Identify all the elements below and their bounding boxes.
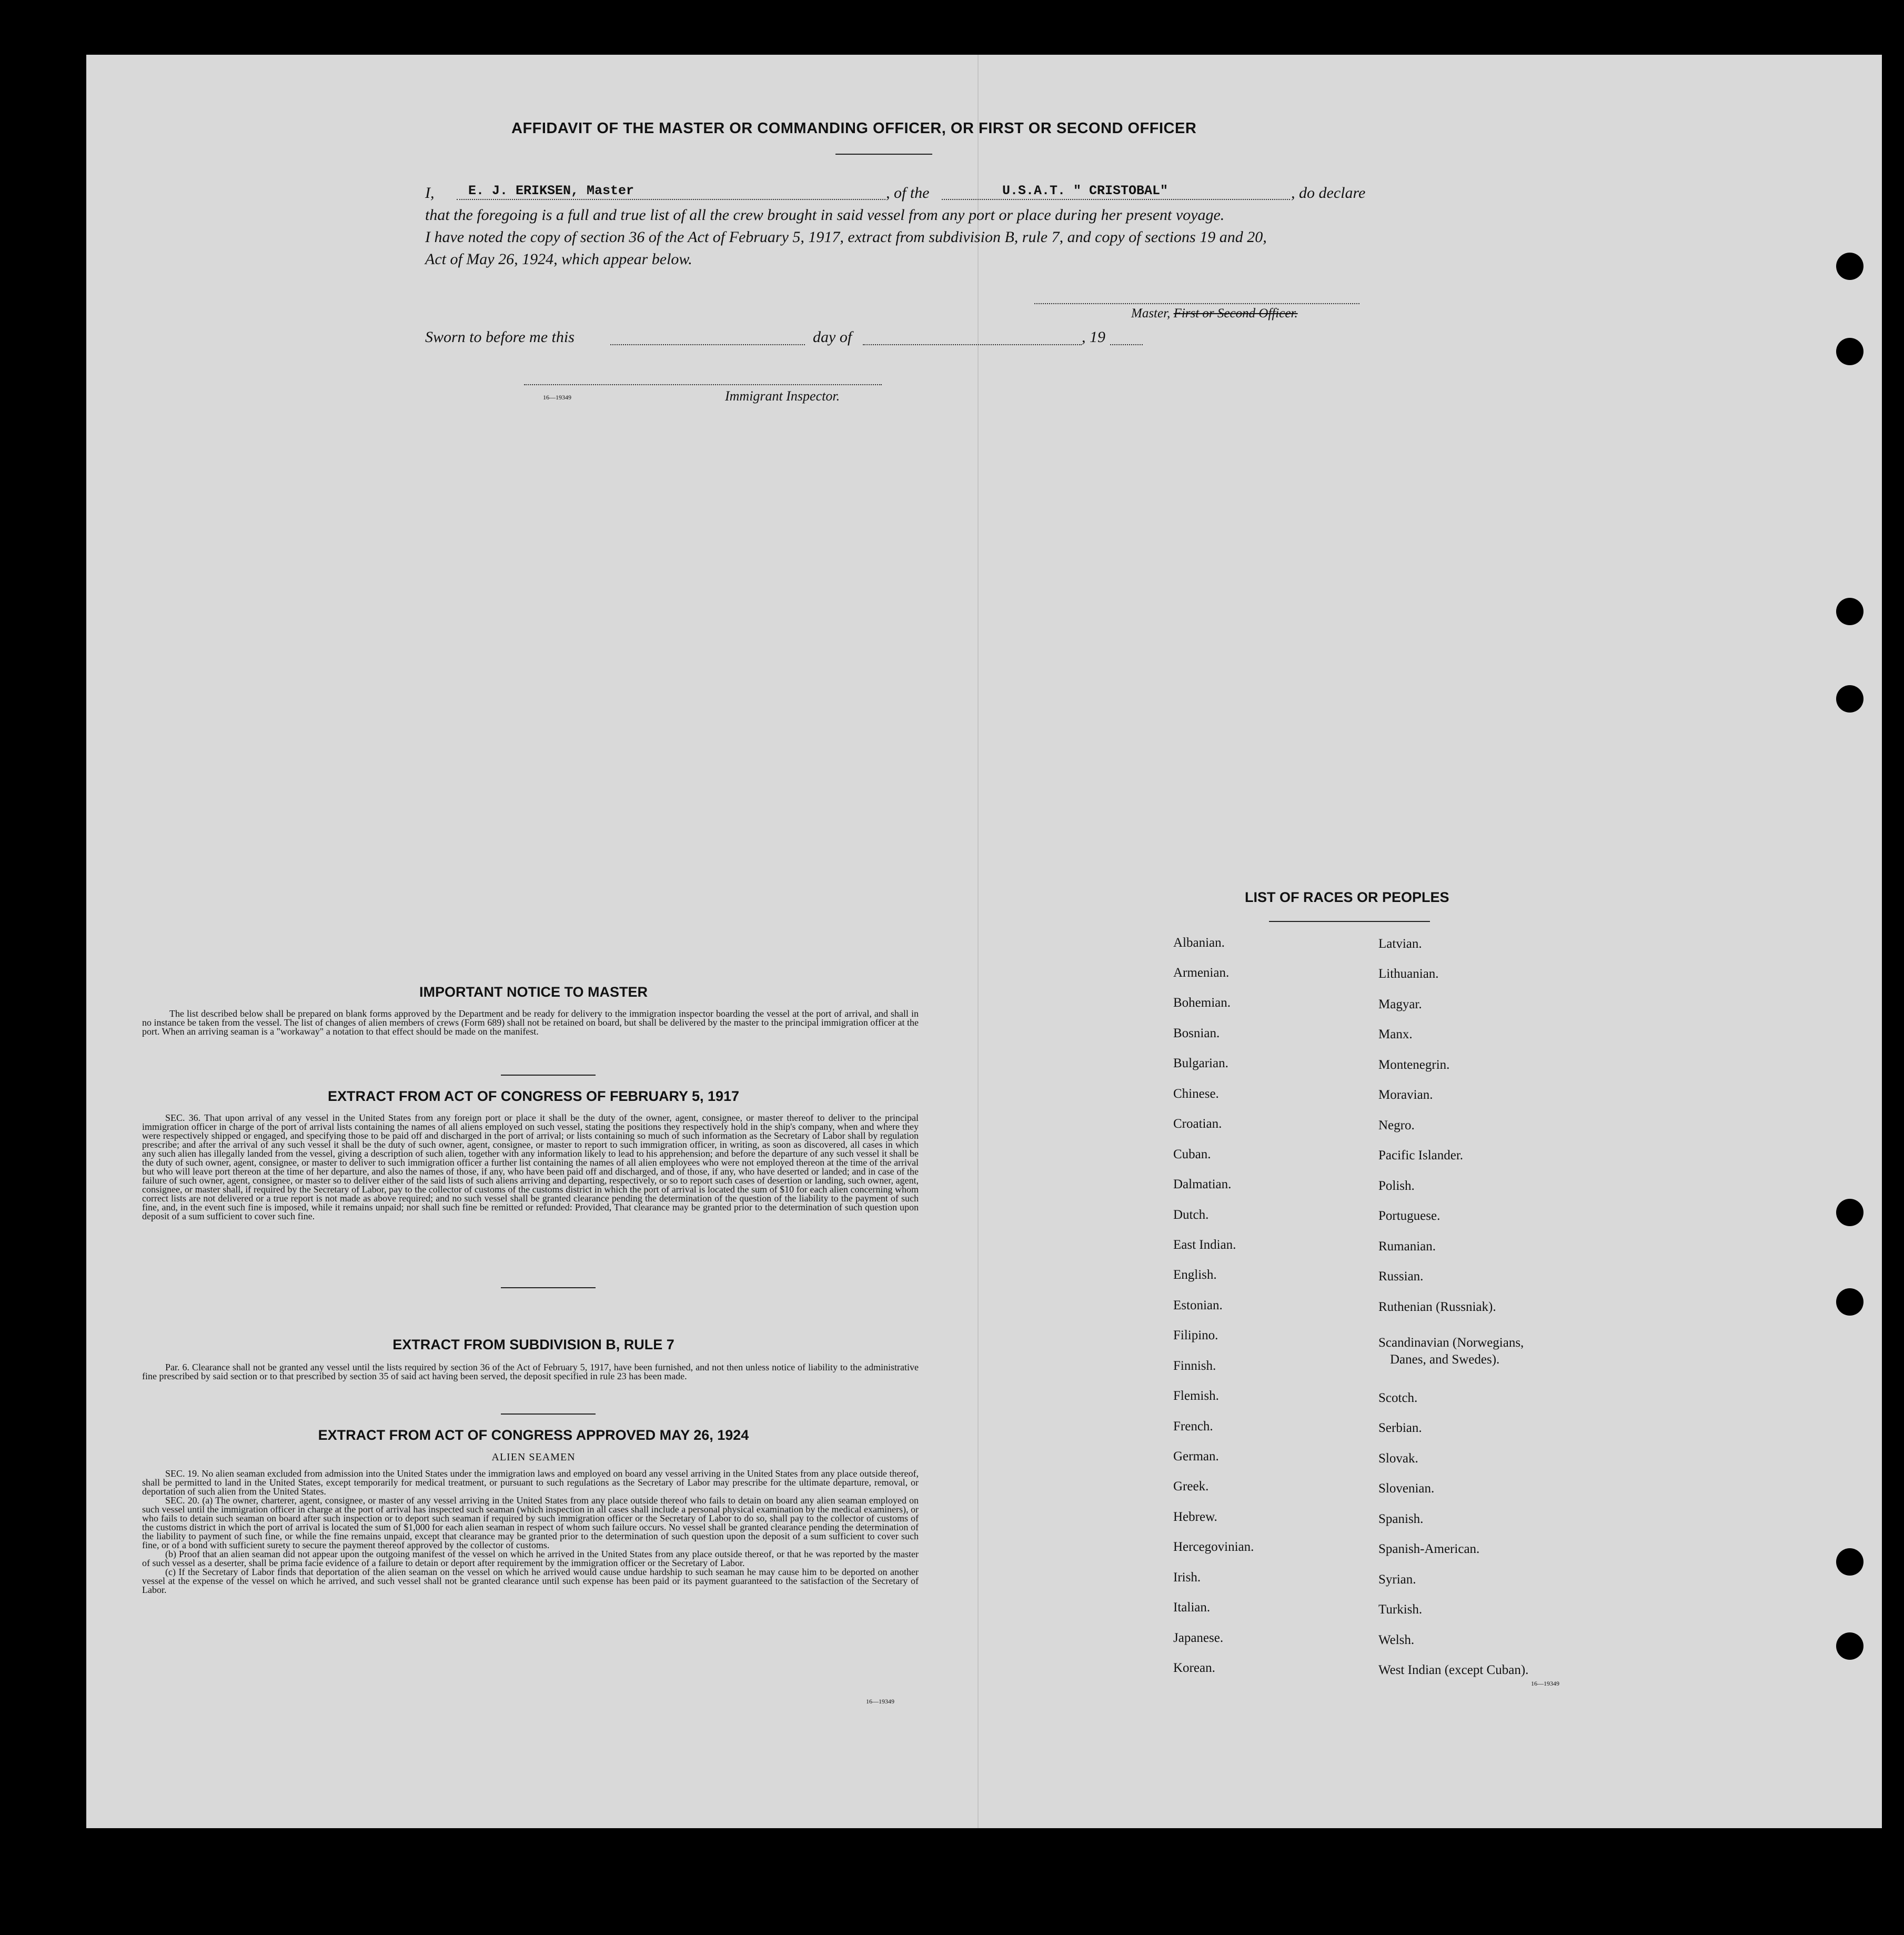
punch-hole [1836, 1548, 1863, 1576]
master-label: Master, [1131, 306, 1171, 320]
punch-hole [1836, 338, 1863, 365]
race-left: German. [1173, 1449, 1219, 1463]
race-right-continued: Danes, and Swedes). [1390, 1352, 1500, 1367]
race-left: East Indian. [1173, 1238, 1236, 1252]
extract-1924-body [142, 1469, 919, 1595]
race-right: Spanish-American. [1378, 1542, 1480, 1556]
race-left: Flemish. [1173, 1389, 1219, 1403]
sec-20b-text: (b) Proof that an alien seaman did not appear upon the outgoing manifest of the vessel on which he arrived in the United States from any place outside thereof, or that he was reported by the master of such vessel as a deserter, shall be prima facie evidence of a failure to detain or deport after requirement by the immigration officer or the Secretary of Labor. [142, 1549, 919, 1568]
race-left: Bohemian. [1173, 996, 1231, 1010]
form-number: 16—19349 [1531, 1680, 1559, 1687]
race-right: Turkish. [1378, 1602, 1423, 1617]
race-left: Irish. [1173, 1570, 1201, 1585]
sec-19-text: SEC. 19. No alien seaman excluded from admission into the United States under the immigration laws and employed on board any vessel arriving in the United States from any place outside thereof, shall be permitted to land in the United States, except temporarily for medical treatment, or pursuant to such regulations as the Secretary of Labor may prescribe for the ultimate departure, removal, or deportation of such alien from the United States. [142, 1468, 919, 1497]
sec-20a-text: SEC. 20. (a) The owner, charterer, agent, consignee, or master of any vessel arriving in the United States from any place outside thereof who fails to detain on board any alien seaman employed on such vessel until the immigration officer in charge at the port of arrival has inspected such seaman (which inspection in all cases shall include a personal physical examination by the medical examiners), or who fails to detain such seaman on board after such inspection or to deport such seaman if required by such immigration officer or the Secretary of Labor to do so, shall pay to the collector of customs of the customs district in which the port of arrival is located the sum of $1,000 for each alien seaman in respect of whom such failure occurs. No vessel shall be granted clearance pending the determination of the liability to payment of such fine, or while the fine remains unpaid, except that clearance may be granted prior to the determination of such question upon the deposit of a sum sufficient to cover such fine, or of a bond with sufficient surety to secure the payment thereof approved by the collector of customs. [142, 1495, 919, 1550]
notice-title: IMPORTANT NOTICE TO MASTER [419, 984, 648, 1000]
day-of-label: day of [813, 328, 852, 346]
race-right: Scotch. [1378, 1391, 1418, 1405]
race-left: Chinese. [1173, 1087, 1219, 1101]
race-right: Moravian. [1378, 1088, 1433, 1102]
race-left: French. [1173, 1419, 1213, 1433]
race-right: Scandinavian (Norwegians, [1378, 1336, 1524, 1350]
alien-seamen-subtitle: ALIEN SEAMEN [491, 1451, 576, 1463]
punch-hole [1836, 685, 1863, 713]
race-right: Slovak. [1378, 1451, 1418, 1466]
race-left: Korean. [1173, 1661, 1215, 1675]
race-right: Rumanian. [1378, 1239, 1436, 1254]
form-number: 16—19349 [866, 1698, 894, 1705]
punch-hole [1836, 1632, 1863, 1660]
punch-hole [1836, 598, 1863, 625]
race-right: Magyar. [1378, 997, 1422, 1011]
races-title: LIST OF RACES OR PEOPLES [1245, 889, 1449, 905]
race-right: Pacific Islander. [1378, 1148, 1464, 1162]
race-left: Croatian. [1173, 1117, 1222, 1131]
race-left: Japanese. [1173, 1631, 1224, 1645]
race-right: Welsh. [1378, 1633, 1415, 1647]
race-left: Armenian. [1173, 966, 1230, 980]
inspector-signature-field[interactable] [524, 384, 882, 385]
extract-rule7-text: Par. 6. Clearance shall not be granted any vessel until the lists required by section 36 of the Act of February 5, 1917, have been furnished, and not then unless notice of liability to the administrative fine prescribed by said section or to that prescribed by section 35 of said act having been served, the deposit specified in rule 23 has been made. [142, 1362, 919, 1381]
race-left: Hebrew. [1173, 1510, 1217, 1524]
affidavit-title: AFFIDAVIT OF THE MASTER OR COMMANDING OFFICER, OR FIRST OR SECOND OFFICER [511, 120, 1197, 137]
inspector-label: Immigrant Inspector. [725, 388, 840, 404]
of-the-label: , of the [886, 184, 930, 202]
race-left: Cuban. [1173, 1147, 1211, 1161]
race-right: West Indian (except Cuban). [1378, 1663, 1529, 1677]
race-left: Bulgarian. [1173, 1056, 1228, 1070]
form-number: 16—19349 [543, 394, 571, 401]
race-left: Hercegovinian. [1173, 1540, 1254, 1554]
declaration-line-1 [425, 182, 435, 204]
race-left: Albanian. [1173, 936, 1225, 950]
races-rule [1269, 921, 1430, 922]
master-signature-field[interactable] [1034, 303, 1359, 304]
declaration-line-2: that the foregoing is a full and true list of all the crew brought in said vessel from any port or place during her present voyage. [425, 206, 1225, 224]
do-declare-label: , do declare [1291, 184, 1366, 202]
declaration-line-4: Act of May 26, 1924, which appear below. [425, 250, 692, 268]
vessel-name: U.S.A.T. " CRISTOBAL" [1002, 183, 1168, 198]
race-right: Russian. [1378, 1269, 1424, 1284]
sworn-year-field[interactable] [1110, 344, 1143, 345]
notice-text: The list described below shall be prepared on blank forms approved by the Department and be ready for delivery to the immigration inspector boarding the vessel at the port of arrival, and shall in no instance be taken from the vessel. The list of changes of alien members of crews (Form 689) shall not be retained on board, but shall be delivered by the master to the principal immigration officer at the port. When an arriving seaman is a "workaway" a notation to that effect should be made on the manifest. [142, 1008, 919, 1037]
race-right: Spanish. [1378, 1512, 1424, 1526]
race-right: Ruthenian (Russniak). [1378, 1300, 1496, 1314]
punch-hole [1836, 253, 1863, 280]
extract-1917-title: EXTRACT FROM ACT OF CONGRESS OF FEBRUARY 5, 1917 [327, 1088, 740, 1104]
signature-caption [1131, 306, 1298, 321]
race-left: Filipino. [1173, 1328, 1218, 1342]
year-label: , 19 [1082, 328, 1105, 346]
extract-1917-rule [501, 1287, 596, 1288]
race-right: Montenegrin. [1378, 1058, 1450, 1072]
race-left: Bosnian. [1173, 1026, 1220, 1040]
notice-rule [501, 1075, 596, 1076]
page-fold [978, 55, 979, 1828]
race-right: Portuguese. [1378, 1209, 1440, 1223]
race-right: Syrian. [1378, 1572, 1416, 1587]
punch-hole [1836, 1288, 1863, 1316]
sworn-month-field[interactable] [863, 344, 1082, 345]
i-label: I, [425, 184, 435, 202]
race-left: Finnish. [1173, 1359, 1216, 1373]
master-name-field[interactable] [457, 199, 885, 200]
extract-1917-text: SEC. 36. That upon arrival of any vessel in the United States from any foreign port or place it shall be the duty of the owner, agent, consignee, or master thereof to deliver to the principal immigration officer in charge of the port of arrival lists containing the names of all aliens employed on such vessel, stating the positions they respectively hold in the ship's company, when and where they were respectively shipped or engaged, and specifying those to be paid off and discharged in the port of arrival; or lists containing so much of such information as the Secretary of Labor shall by regulation prescribe; and after the arrival of any such vessel it shall be the duty of such owner, agent, consignee, or master to report to such immigration officer, in writing, as soon as discovered, all cases in which any such alien has illegally landed from the vessel, giving a description of such alien, together with any information likely to lead to his apprehension; and before the departure of any such vessel it shall be the duty of such owner, agent, consignee, or master to deliver to such immigration officer a further list containing the names of all alien employees who were not employed thereon at the time of the arrival but who will leave port thereon at the time of her departure, and also the names of those, if any, who have been paid off and discharged, and of those, if any, who have deserted or landed; and in case of the failure of such owner, agent, consignee, or master so to deliver either of the said lists of such aliens arriving and departing, respectively, or so to report such cases of desertion or landing, such owner, agent, consignee, or master shall, if required by the Secretary of Labor, pay to the collector of customs of the customs district in which the port of arrival is located the sum of $10 for each alien concerning whom correct lists are not delivered or a true report is not made as above required; and no such vessel shall be granted clearance pending the determination of the question of the liability to the payment of such fine, and, in the event such fine is imposed, while it remains unpaid; nor shall such fine be remitted or refunded: Provided, That clearance may be granted prior to the determination of such question upon deposit of a sum sufficient to cover such fine. [142, 1112, 919, 1221]
master-name: E. J. ERIKSEN, Master [468, 183, 634, 198]
officer-label-struck: First or Second Officer. [1173, 306, 1298, 320]
race-left: English. [1173, 1268, 1217, 1282]
extract-rule7-rule [501, 1413, 596, 1415]
declaration-line-3: I have noted the copy of section 36 of the Act of February 5, 1917, extract from subdivision B, rule 7, and copy of sections 19 and 20, [425, 228, 1267, 246]
race-left: Italian. [1173, 1600, 1211, 1615]
race-right: Manx. [1378, 1027, 1413, 1041]
extract-rule7-title: EXTRACT FROM SUBDIVISION B, RULE 7 [392, 1337, 674, 1352]
extract-1924-title: EXTRACT FROM ACT OF CONGRESS APPROVED MAY 26, 1924 [318, 1427, 749, 1443]
race-right: Latvian. [1378, 937, 1422, 951]
race-right: Negro. [1378, 1118, 1415, 1132]
race-right: Lithuanian. [1378, 967, 1439, 981]
race-left: Estonian. [1173, 1298, 1223, 1312]
race-right: Slovenian. [1378, 1481, 1435, 1496]
race-right: Polish. [1378, 1179, 1415, 1193]
vessel-field[interactable] [942, 199, 1290, 200]
sec-20c-text: (c) If the Secretary of Labor finds that deportation of the alien seaman on the vessel on which he arrived would cause undue hardship to such seaman he may cause him to be deported on another vessel at the expense of the vessel on which he arrived, and such vessel shall not be granted clearance until such expense has been paid or its payment guaranteed to the satisfaction of the Secretary of Labor. [142, 1567, 919, 1595]
sworn-day-field[interactable] [610, 344, 805, 345]
race-left: Dalmatian. [1173, 1177, 1232, 1191]
race-right: Serbian. [1378, 1421, 1422, 1435]
race-left: Dutch. [1173, 1208, 1209, 1222]
title-rule [835, 154, 932, 155]
punch-hole [1836, 1199, 1863, 1226]
race-left: Greek. [1173, 1479, 1209, 1493]
sworn-label: Sworn to before me this [425, 328, 575, 346]
